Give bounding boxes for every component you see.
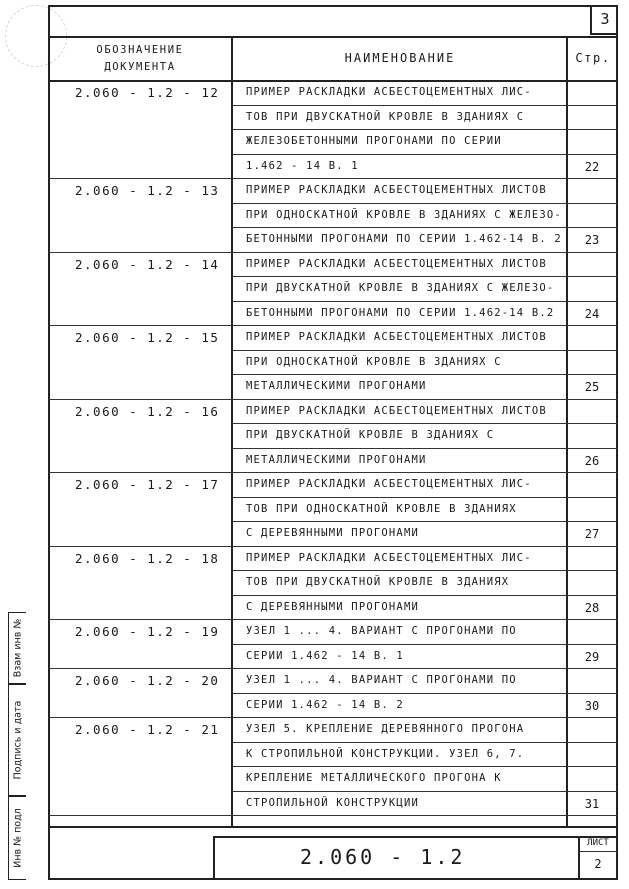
row-name-line: ПРИМЕР РАСКЛАДКИ АСБЕСТОЦЕМЕНТНЫХ ЛИСТОВ xyxy=(246,257,547,270)
row-name-line: СТРОПИЛЬНОЙ КОНСТРУКЦИИ xyxy=(246,796,419,809)
row-code: 2.060 - 1.2 - 12 xyxy=(75,85,220,100)
row-page: 26 xyxy=(584,453,600,468)
row-inner-rule xyxy=(232,105,618,106)
row-code: 2.060 - 1.2 - 17 xyxy=(75,477,220,492)
row-name-line: МЕТАЛЛИЧЕСКИМИ ПРОГОНАМИ xyxy=(246,453,427,466)
header-name: НАИМЕНОВАНИЕ xyxy=(344,51,456,65)
row-name-line: СЕРИИ 1.462 - 14 В. 1 xyxy=(246,649,404,662)
row-name-line: ЖЕЛЕЗОБЕТОННЫМИ ПРОГОНАМИ ПО СЕРИИ xyxy=(246,135,502,147)
row-bottom-rule xyxy=(48,619,618,620)
row-code: 2.060 - 1.2 - 16 xyxy=(75,403,220,419)
row-bottom-rule xyxy=(48,717,618,718)
row-name-line: ПРИ ДВУСКАТНОЙ КРОВЛЕ В ЗДАНИЯХ С ЖЕЛЕЗО- xyxy=(246,282,555,294)
side-inv-orig xyxy=(8,796,26,880)
row-bottom-rule xyxy=(48,815,618,816)
row-inner-rule xyxy=(232,521,618,522)
title-block-left-line xyxy=(213,836,215,880)
row-page: 27 xyxy=(584,527,600,541)
header-top-line xyxy=(48,36,618,38)
row-inner-rule xyxy=(232,301,618,302)
row-name-line: ПРИ ОДНОСКАТНОЙ КРОВЛЕ В ЗДАНИЯХ С xyxy=(246,355,502,368)
row-code: 2.060 - 1.2 - 18 xyxy=(75,550,220,566)
page-number: 3 xyxy=(590,5,618,35)
row-page: 22 xyxy=(584,159,600,174)
row-inner-rule xyxy=(232,448,618,449)
sheet-number: 2 xyxy=(594,857,602,871)
row-name-line: ПРИМЕР РАСКЛАДКИ АСБЕСТОЦЕМЕНТНЫХ ЛИСТОВ xyxy=(246,184,547,196)
row-inner-rule xyxy=(232,742,618,743)
row-page: 29 xyxy=(584,649,600,664)
row-code: 2.060 - 1.2 - 13 xyxy=(75,183,220,198)
row-bottom-rule xyxy=(48,472,618,473)
document-code: 2.060 - 1.2 xyxy=(300,845,466,869)
row-name-line: К СТРОПИЛЬНОЙ КОНСТРУКЦИИ. УЗЕЛ 6, 7. xyxy=(246,747,525,760)
row-name-line: ПРИМЕР РАСКЛАДКИ АСБЕСТОЦЕМЕНТНЫХ ЛИС- xyxy=(246,551,532,564)
header-bottom-line xyxy=(48,80,618,82)
side-replace-inv xyxy=(8,612,26,684)
row-name-line: ПРИ ДВУСКАТНОЙ КРОВЛЕ В ЗДАНИЯХ С xyxy=(246,429,495,441)
row-inner-rule xyxy=(232,791,618,792)
title-block-top-line xyxy=(48,826,618,828)
row-inner-rule xyxy=(232,154,618,155)
title-block-inner-top xyxy=(213,836,618,838)
row-inner-rule xyxy=(232,276,618,277)
side-signature-date-label: Подпись и дата xyxy=(12,700,23,780)
row-inner-rule xyxy=(232,129,618,130)
row-code: 2.060 - 1.2 - 21 xyxy=(75,722,220,737)
row-bottom-rule xyxy=(48,178,618,179)
row-page: 31 xyxy=(584,796,600,811)
row-page: 28 xyxy=(584,600,600,615)
sheet-label: ЛИСТ xyxy=(587,838,609,848)
sheet-box-line xyxy=(578,851,618,852)
row-name-line: 1.462 - 14 В. 1 xyxy=(246,159,359,172)
row-inner-rule xyxy=(232,497,618,498)
row-bottom-rule xyxy=(48,252,618,253)
row-inner-rule xyxy=(232,423,618,424)
row-inner-rule xyxy=(232,570,618,571)
row-page: 25 xyxy=(584,380,600,394)
row-code: 2.060 - 1.2 - 19 xyxy=(75,624,220,639)
row-inner-rule xyxy=(232,644,618,645)
row-name-line: ТОВ ПРИ ДВУСКАТНОЙ КРОВЛЕ В ЗДАНИЯХ xyxy=(246,576,510,588)
row-code: 2.060 - 1.2 - 14 xyxy=(75,256,220,272)
row-inner-rule xyxy=(232,693,618,694)
row-page: 30 xyxy=(584,698,600,713)
row-bottom-rule xyxy=(48,399,618,400)
row-inner-rule xyxy=(232,203,618,204)
row-inner-rule xyxy=(232,374,618,375)
row-inner-rule xyxy=(232,227,618,228)
row-name-line: СЕРИИ 1.462 - 14 В. 2 xyxy=(246,698,404,711)
row-page: 24 xyxy=(584,306,600,321)
row-name-line: МЕТАЛЛИЧЕСКИМИ ПРОГОНАМИ xyxy=(246,380,427,392)
row-inner-rule xyxy=(232,350,618,351)
row-bottom-rule xyxy=(48,325,618,326)
row-inner-rule xyxy=(232,766,618,767)
row-bottom-rule xyxy=(48,546,618,547)
side-replace-inv-label: Взам инв № xyxy=(12,618,23,678)
row-name-line: БЕТОННЫМИ ПРОГОНАМИ ПО СЕРИИ 1.462-14 В. 2 xyxy=(246,233,562,245)
column-divider-name xyxy=(231,36,233,826)
row-name-line: КРЕПЛЕНИЕ МЕТАЛЛИЧЕСКОГО ПРОГОНА К xyxy=(246,772,502,784)
row-name-line: БЕТОННЫМИ ПРОГОНАМИ ПО СЕРИИ 1.462-14 В.2 xyxy=(246,306,555,319)
row-code: 2.060 - 1.2 - 15 xyxy=(75,330,220,345)
row-name-line: ТОВ ПРИ ОДНОСКАТНОЙ КРОВЛЕ В ЗДАНИЯХ xyxy=(246,502,517,515)
row-inner-rule xyxy=(232,595,618,596)
row-name-line: ПРИМЕР РАСКЛАДКИ АСБЕСТОЦЕМЕНТНЫХ ЛИСТОВ xyxy=(246,331,547,343)
row-bottom-rule xyxy=(48,668,618,669)
row-name-line: ПРИМЕР РАСКЛАДКИ АСБЕСТОЦЕМЕНТНЫХ ЛИС- xyxy=(246,478,532,490)
header-designation: ОБОЗНАЧЕНИЕ ДОКУМЕНТА xyxy=(96,44,184,73)
row-name-line: ПРИ ОДНОСКАТНОЙ КРОВЛЕ В ЗДАНИЯХ С ЖЕЛЕЗО- xyxy=(246,208,562,221)
row-name-line: УЗЕЛ 1 ... 4. ВАРИАНТ С ПРОГОНАМИ ПО xyxy=(246,674,517,686)
row-code: 2.060 - 1.2 - 20 xyxy=(75,673,220,688)
row-name-line: ПРИМЕР РАСКЛАДКИ АСБЕСТОЦЕМЕНТНЫХ ЛИС- xyxy=(246,86,532,98)
row-page: 23 xyxy=(584,233,600,247)
side-signature-date xyxy=(8,684,26,796)
header-page: Стр. xyxy=(575,51,611,65)
row-name-line: УЗЕЛ 1 ... 4. ВАРИАНТ С ПРОГОНАМИ ПО xyxy=(246,625,517,637)
row-name-line: С ДЕРЕВЯННЫМИ ПРОГОНАМИ xyxy=(246,600,419,613)
side-inv-orig-label: Инв № подл xyxy=(12,808,23,868)
row-name-line: УЗЕЛ 5. КРЕПЛЕНИЕ ДЕРЕВЯННОГО ПРОГОНА xyxy=(246,723,525,735)
row-name-line: ПРИМЕР РАСКЛАДКИ АСБЕСТОЦЕМЕНТНЫХ ЛИСТОВ xyxy=(246,404,547,417)
row-name-line: С ДЕРЕВЯННЫМИ ПРОГОНАМИ xyxy=(246,527,419,539)
row-name-line: ТОВ ПРИ ДВУСКАТНОЙ КРОВЛЕ В ЗДАНИЯХ С xyxy=(246,110,525,123)
